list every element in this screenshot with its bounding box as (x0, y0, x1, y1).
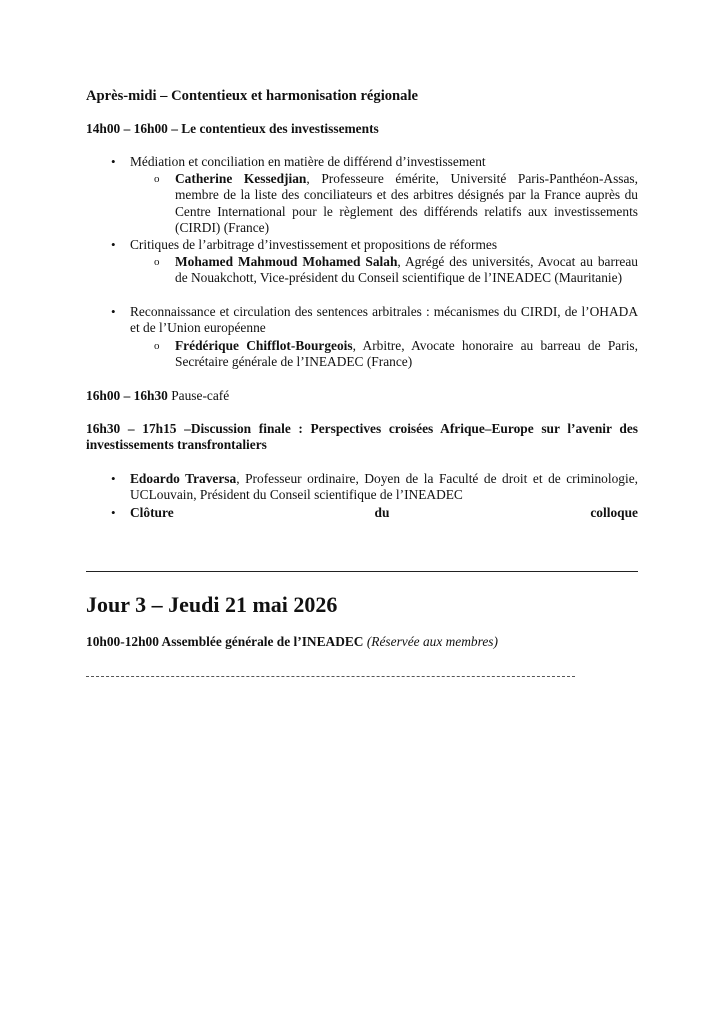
sub-bullet-icon: o (154, 340, 160, 352)
session-title-final-discussion: 16h30 – 17h15 –Discussion finale : Perspectives croisées Afrique–Europe sur l’avenir des investissements transfrontaliers (86, 421, 638, 453)
day-title: Jour 3 – Jeudi 21 mai 2026 (86, 592, 338, 617)
speaker-name: Edoardo Traversa (130, 471, 237, 486)
speaker-details: , Professeur ordinaire, Doyen de la Faculté de droit et de criminologie, UCLouvain, Président du Conseil scientifique de l’INEADEC (130, 471, 639, 503)
bullet-icon: • (111, 304, 116, 319)
agenda-topic: Médiation et conciliation en matière de différend d’investissement (130, 154, 486, 169)
bullet-icon: • (111, 154, 116, 169)
speaker-name: Mohamed Mahmoud Mohamed Salah (175, 254, 398, 269)
agenda-topic: Critiques de l’arbitrage d’investissement et propositions de réformes (130, 237, 498, 252)
closing-word: Clôture (130, 505, 174, 520)
speaker-details: , Arbitre, Avocate honoraire au barreau de Paris, Secrétaire générale de l’INEADEC (France) (175, 338, 638, 370)
session-title-investment-litigation: 14h00 – 16h00 – Le contentieux des investissements (86, 121, 379, 136)
speaker-text (175, 171, 638, 236)
event-note: (Réservée aux membres) (363, 634, 498, 649)
speaker-name: Frédérique Chifflot-Bourgeois (175, 338, 353, 353)
speaker-name: Catherine Kessedjian (175, 171, 307, 186)
speaker-details: , Agrégé des universités, Avocat au barreau de Nouakchott, Vice-président du Conseil scientifique de l’INEADEC (Mauritanie) (175, 254, 638, 286)
speaker-text (175, 338, 638, 371)
coffee-break (86, 388, 638, 404)
closing-word: colloque (590, 505, 638, 520)
agenda-topic: Reconnaissance et circulation des sentences arbitrales : mécanismes du CIRDI, de l’OHADA et de l’Union européenne (130, 304, 638, 336)
closing-word: du (374, 505, 390, 520)
break-label: Pause-café (167, 388, 230, 403)
break-time: 16h00 – 16h30 (86, 388, 168, 403)
speaker-details: , Professeure émérite, Université Paris-Panthéon-Assas, membre de la liste des conciliateurs et des arbitres désignés par la France auprès du Centre International pour le règlement des différends relatifs aux investissements (CIRDI) (France) (175, 171, 638, 235)
closing-text (130, 505, 638, 521)
speaker-text (130, 471, 638, 504)
bullet-icon: • (111, 237, 116, 252)
event-title: 10h00-12h00 Assemblée générale de l’INEADEC (86, 634, 364, 649)
bullet-icon: • (111, 505, 116, 520)
section-heading-afternoon: Après-midi – Contentieux et harmonisation régionale (86, 88, 418, 104)
speaker-text (175, 254, 638, 287)
bullet-icon: • (111, 471, 116, 486)
section-divider (86, 571, 638, 572)
sub-bullet-icon: o (154, 256, 160, 268)
dashed-divider (86, 676, 575, 677)
sub-bullet-icon: o (154, 173, 160, 185)
day3-event (86, 634, 638, 650)
